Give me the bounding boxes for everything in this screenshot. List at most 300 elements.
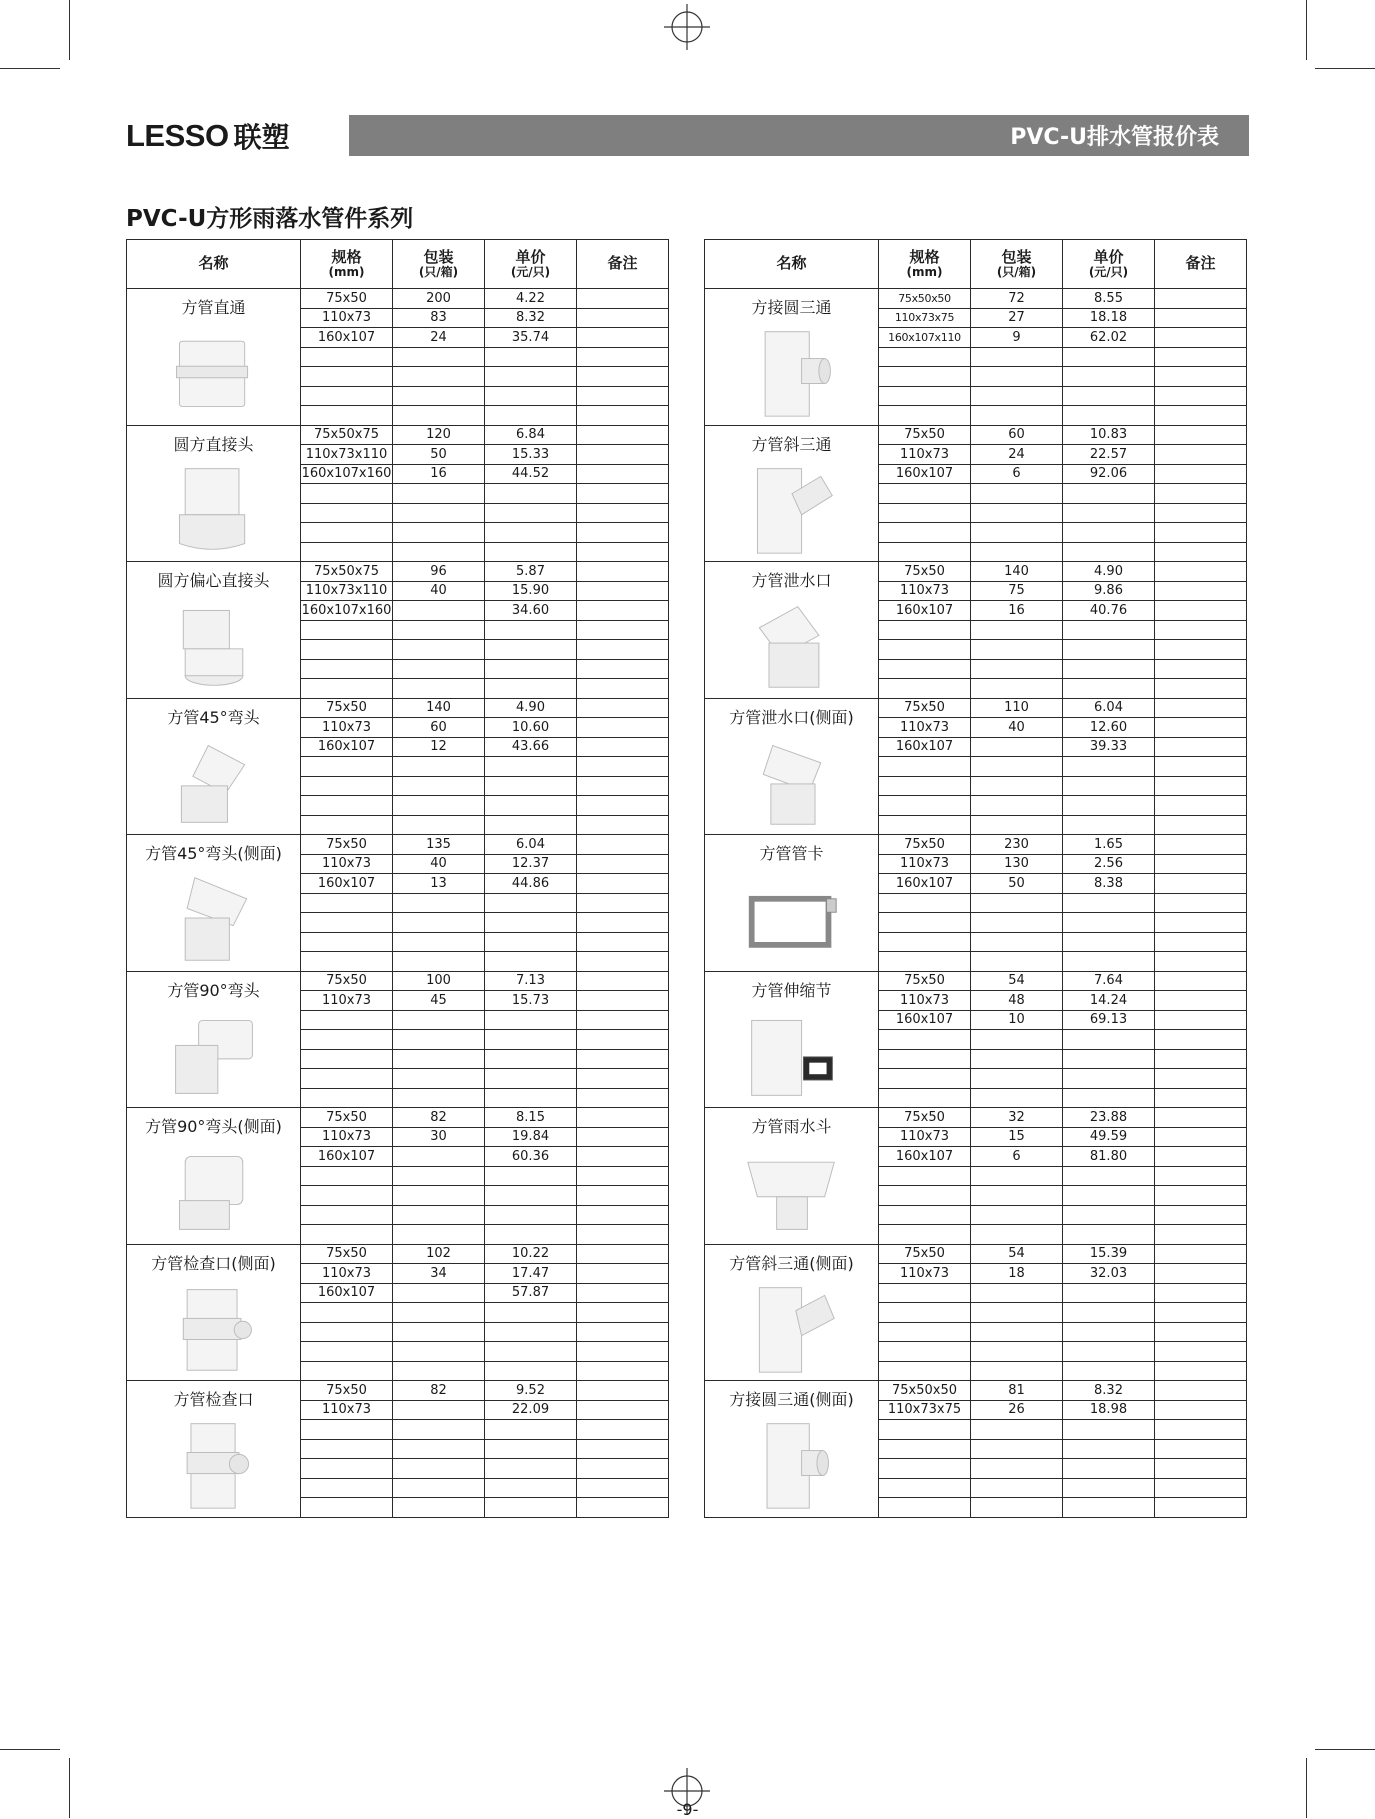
pack-cell bbox=[393, 1030, 485, 1050]
product-name: 方接圆三通 bbox=[751, 298, 832, 317]
product-cell bbox=[705, 289, 879, 426]
note-cell bbox=[1155, 1147, 1247, 1167]
note-cell bbox=[1155, 1361, 1247, 1381]
price-header-unit: (元/只) bbox=[510, 264, 551, 279]
spec-cell bbox=[301, 1069, 393, 1089]
pack-cell: 13 bbox=[393, 874, 485, 894]
pack-cell bbox=[971, 1303, 1063, 1323]
spec-cell bbox=[879, 1498, 971, 1518]
pack-cell bbox=[971, 1225, 1063, 1245]
note-cell bbox=[1155, 620, 1247, 640]
note-cell bbox=[1155, 1439, 1247, 1459]
note-cell bbox=[577, 737, 669, 757]
note-cell bbox=[1155, 991, 1247, 1011]
pack-cell: 140 bbox=[393, 698, 485, 718]
pack-cell bbox=[971, 406, 1063, 426]
note-cell bbox=[1155, 1459, 1247, 1479]
note-cell bbox=[1155, 542, 1247, 562]
price-cell bbox=[485, 1459, 577, 1479]
note-cell bbox=[577, 464, 669, 484]
note-cell bbox=[577, 640, 669, 660]
price-cell bbox=[1063, 913, 1155, 933]
pack-cell: 48 bbox=[971, 991, 1063, 1011]
spec-cell: 75x50x50 bbox=[879, 1381, 971, 1401]
elbow-45-icon bbox=[166, 732, 262, 832]
pack-cell bbox=[393, 1498, 485, 1518]
price-cell: 81.80 bbox=[1063, 1147, 1155, 1167]
elbow-45-side-icon bbox=[166, 868, 262, 968]
spec-cell bbox=[301, 386, 393, 406]
pack-cell bbox=[971, 542, 1063, 562]
spec-cell bbox=[301, 1166, 393, 1186]
price-cell bbox=[1063, 1283, 1155, 1303]
spec-cell: 75x50 bbox=[879, 425, 971, 445]
price-cell: 6.04 bbox=[485, 835, 577, 855]
pack-cell bbox=[971, 913, 1063, 933]
spec-cell bbox=[879, 679, 971, 699]
table-row bbox=[705, 1381, 1247, 1401]
spec-cell: 75x50x75 bbox=[301, 425, 393, 445]
price-cell: 19.84 bbox=[485, 1127, 577, 1147]
spec-cell bbox=[301, 757, 393, 777]
spec-cell: 160x107x110 bbox=[879, 328, 971, 348]
wye-tee-side-icon bbox=[744, 1278, 840, 1378]
spec-cell bbox=[879, 347, 971, 367]
spec-cell bbox=[879, 484, 971, 504]
price-cell bbox=[485, 1361, 577, 1381]
note-cell bbox=[1155, 1400, 1247, 1420]
price-cell: 39.33 bbox=[1063, 737, 1155, 757]
price-cell: 9.86 bbox=[1063, 581, 1155, 601]
price-cell bbox=[485, 406, 577, 426]
note-cell bbox=[577, 932, 669, 952]
pack-header-label: 包装 bbox=[1001, 247, 1032, 266]
pack-cell: 130 bbox=[971, 854, 1063, 874]
note-cell bbox=[1155, 289, 1247, 309]
price-cell bbox=[485, 679, 577, 699]
note-cell bbox=[577, 718, 669, 738]
note-cell bbox=[1155, 1322, 1247, 1342]
note-cell bbox=[577, 1108, 669, 1128]
note-cell bbox=[577, 1088, 669, 1108]
note-cell bbox=[1155, 367, 1247, 387]
price-cell bbox=[1063, 893, 1155, 913]
spec-cell bbox=[301, 640, 393, 660]
note-cell bbox=[577, 289, 669, 309]
note-cell bbox=[577, 1439, 669, 1459]
registration-mark-icon bbox=[664, 4, 710, 50]
spec-cell: 160x107 bbox=[301, 328, 393, 348]
pack-cell bbox=[393, 1283, 485, 1303]
note-cell bbox=[1155, 484, 1247, 504]
spec-cell bbox=[879, 386, 971, 406]
drain-outlet-side-icon bbox=[744, 732, 840, 832]
note-cell bbox=[1155, 679, 1247, 699]
note-cell bbox=[1155, 854, 1247, 874]
spec-cell bbox=[879, 659, 971, 679]
pack-cell: 82 bbox=[393, 1381, 485, 1401]
spec-cell bbox=[301, 893, 393, 913]
note-cell bbox=[1155, 1498, 1247, 1518]
spec-cell bbox=[879, 523, 971, 543]
pack-cell bbox=[971, 1186, 1063, 1206]
note-cell bbox=[577, 893, 669, 913]
pack-cell: 40 bbox=[393, 581, 485, 601]
price-cell bbox=[1063, 1420, 1155, 1440]
note-cell bbox=[1155, 328, 1247, 348]
spec-cell bbox=[879, 1049, 971, 1069]
table-row bbox=[705, 1108, 1247, 1128]
note-cell bbox=[577, 503, 669, 523]
pack-cell: 96 bbox=[393, 562, 485, 582]
note-cell bbox=[1155, 893, 1247, 913]
spec-cell bbox=[879, 1420, 971, 1440]
pack-cell bbox=[971, 1069, 1063, 1089]
table-row bbox=[127, 1381, 669, 1401]
spec-cell: 110x73 bbox=[301, 1127, 393, 1147]
note-cell bbox=[577, 1127, 669, 1147]
spec-cell bbox=[301, 1439, 393, 1459]
pack-cell bbox=[393, 484, 485, 504]
product-name: 圆方直接头 bbox=[173, 434, 254, 454]
price-cell bbox=[1063, 542, 1155, 562]
pack-cell: 60 bbox=[393, 718, 485, 738]
spec-cell: 75x50x50 bbox=[879, 289, 971, 309]
spec-cell: 160x107 bbox=[301, 1147, 393, 1167]
pack-cell bbox=[971, 659, 1063, 679]
pack-cell: 16 bbox=[971, 601, 1063, 621]
pack-cell bbox=[393, 1010, 485, 1030]
pack-cell bbox=[393, 1361, 485, 1381]
note-cell bbox=[577, 562, 669, 582]
pack-cell: 100 bbox=[393, 971, 485, 991]
spec-cell: 110x73 bbox=[879, 1264, 971, 1284]
product-name: 方管泄水口 bbox=[751, 571, 832, 590]
price-cell bbox=[1063, 796, 1155, 816]
product-name: 方管斜三通 bbox=[751, 434, 832, 454]
pack-header-label: 包装 bbox=[423, 247, 454, 266]
name-header bbox=[705, 240, 879, 289]
table-row bbox=[127, 289, 669, 309]
spec-cell bbox=[879, 542, 971, 562]
note-cell bbox=[1155, 1420, 1247, 1440]
spec-cell bbox=[301, 542, 393, 562]
price-cell bbox=[485, 757, 577, 777]
price-cell bbox=[1063, 1186, 1155, 1206]
price-cell bbox=[485, 523, 577, 543]
spec-cell bbox=[301, 1478, 393, 1498]
spec-cell bbox=[301, 776, 393, 796]
spec-header bbox=[879, 240, 971, 289]
pack-cell bbox=[971, 1439, 1063, 1459]
spec-cell bbox=[879, 1186, 971, 1206]
note-cell bbox=[1155, 581, 1247, 601]
table-row bbox=[705, 425, 1247, 445]
pack-cell: 50 bbox=[393, 445, 485, 465]
spec-cell bbox=[301, 1049, 393, 1069]
note-cell bbox=[577, 1381, 669, 1401]
price-cell bbox=[485, 659, 577, 679]
pack-cell: 135 bbox=[393, 835, 485, 855]
pack-cell: 27 bbox=[971, 308, 1063, 328]
price-cell: 12.60 bbox=[1063, 718, 1155, 738]
note-cell bbox=[1155, 640, 1247, 660]
note-cell bbox=[1155, 1030, 1247, 1050]
note-cell bbox=[577, 1010, 669, 1030]
note-cell bbox=[1155, 776, 1247, 796]
price-cell bbox=[485, 1342, 577, 1362]
pack-cell: 40 bbox=[971, 718, 1063, 738]
price-cell: 17.47 bbox=[485, 1264, 577, 1284]
spec-cell: 110x73 bbox=[879, 854, 971, 874]
note-cell bbox=[577, 796, 669, 816]
product-name: 方管雨水斗 bbox=[751, 1117, 832, 1136]
note-cell bbox=[1155, 932, 1247, 952]
pack-cell bbox=[971, 1049, 1063, 1069]
note-cell bbox=[1155, 1108, 1247, 1128]
product-cell bbox=[127, 835, 301, 972]
table-row bbox=[705, 835, 1247, 855]
note-cell bbox=[577, 1030, 669, 1050]
pack-cell: 16 bbox=[393, 464, 485, 484]
note-cell bbox=[1155, 698, 1247, 718]
pack-cell bbox=[393, 386, 485, 406]
spec-cell: 75x50 bbox=[301, 1381, 393, 1401]
crop-mark bbox=[0, 68, 60, 69]
price-cell bbox=[1063, 1088, 1155, 1108]
price-cell bbox=[1063, 1361, 1155, 1381]
note-cell bbox=[1155, 874, 1247, 894]
note-cell bbox=[577, 776, 669, 796]
price-cell: 9.52 bbox=[485, 1381, 577, 1401]
price-cell bbox=[485, 1439, 577, 1459]
spec-cell: 110x73 bbox=[879, 718, 971, 738]
note-header-label: 备注 bbox=[607, 254, 638, 273]
pack-cell bbox=[393, 952, 485, 972]
spec-cell bbox=[301, 1498, 393, 1518]
note-cell bbox=[1155, 952, 1247, 972]
product-name: 方管泄水口(侧面) bbox=[729, 707, 854, 727]
price-cell bbox=[1063, 367, 1155, 387]
spec-cell bbox=[879, 1069, 971, 1089]
spec-cell bbox=[301, 1225, 393, 1245]
pack-cell bbox=[971, 796, 1063, 816]
price-cell bbox=[485, 1088, 577, 1108]
header-row bbox=[705, 240, 1247, 289]
spec-cell: 75x50 bbox=[879, 698, 971, 718]
note-header-label: 备注 bbox=[1185, 254, 1216, 273]
note-cell bbox=[1155, 347, 1247, 367]
price-table-left bbox=[126, 239, 669, 1518]
pack-cell bbox=[971, 1088, 1063, 1108]
price-cell: 57.87 bbox=[485, 1283, 577, 1303]
price-cell bbox=[1063, 503, 1155, 523]
spec-cell: 160x107 bbox=[879, 601, 971, 621]
spec-cell bbox=[301, 679, 393, 699]
product-cell bbox=[127, 698, 301, 835]
price-cell: 8.38 bbox=[1063, 874, 1155, 894]
price-cell: 35.74 bbox=[485, 328, 577, 348]
price-cell bbox=[1063, 659, 1155, 679]
pack-cell bbox=[971, 815, 1063, 835]
header-bar bbox=[349, 115, 1249, 156]
note-cell bbox=[577, 445, 669, 465]
price-cell: 32.03 bbox=[1063, 1264, 1155, 1284]
note-cell bbox=[1155, 1127, 1247, 1147]
spec-cell: 110x73 bbox=[301, 1264, 393, 1284]
spec-cell: 75x50 bbox=[301, 1108, 393, 1128]
pack-cell bbox=[393, 1342, 485, 1362]
pack-cell: 230 bbox=[971, 835, 1063, 855]
price-cell bbox=[485, 1205, 577, 1225]
pack-cell bbox=[971, 1283, 1063, 1303]
pack-cell bbox=[971, 1342, 1063, 1362]
pack-cell bbox=[971, 347, 1063, 367]
pack-cell: 40 bbox=[393, 854, 485, 874]
price-cell bbox=[485, 1322, 577, 1342]
spec-cell bbox=[301, 1459, 393, 1479]
note-cell bbox=[577, 1186, 669, 1206]
note-cell bbox=[1155, 659, 1247, 679]
spec-cell: 75x50 bbox=[879, 971, 971, 991]
pack-cell bbox=[971, 484, 1063, 504]
note-cell bbox=[1155, 1478, 1247, 1498]
pack-cell: 6 bbox=[971, 1147, 1063, 1167]
pipe-clamp-icon bbox=[744, 868, 840, 968]
note-cell bbox=[577, 406, 669, 426]
spec-cell bbox=[879, 503, 971, 523]
pack-cell bbox=[393, 932, 485, 952]
pack-cell: 81 bbox=[971, 1381, 1063, 1401]
pack-cell: 6 bbox=[971, 464, 1063, 484]
note-cell bbox=[577, 1147, 669, 1167]
price-cell: 8.32 bbox=[485, 308, 577, 328]
price-header-label: 单价 bbox=[515, 247, 546, 266]
price-cell bbox=[1063, 1478, 1155, 1498]
note-cell bbox=[1155, 718, 1247, 738]
note-cell bbox=[577, 601, 669, 621]
spec-cell bbox=[301, 484, 393, 504]
pack-cell bbox=[971, 776, 1063, 796]
spec-header-unit: (mm) bbox=[906, 264, 943, 279]
price-cell bbox=[1063, 484, 1155, 504]
price-cell: 7.13 bbox=[485, 971, 577, 991]
price-cell bbox=[1063, 1303, 1155, 1323]
pack-cell: 82 bbox=[393, 1108, 485, 1128]
price-cell: 22.57 bbox=[1063, 445, 1155, 465]
table-row bbox=[127, 835, 669, 855]
pack-cell: 26 bbox=[971, 1400, 1063, 1420]
pack-cell: 102 bbox=[393, 1244, 485, 1264]
spec-cell: 110x73 bbox=[879, 445, 971, 465]
note-cell bbox=[577, 386, 669, 406]
spec-cell: 75x50 bbox=[301, 835, 393, 855]
price-cell: 22.09 bbox=[485, 1400, 577, 1420]
note-cell bbox=[577, 659, 669, 679]
spec-cell bbox=[301, 620, 393, 640]
pack-cell bbox=[393, 757, 485, 777]
price-cell: 23.88 bbox=[1063, 1108, 1155, 1128]
pack-cell bbox=[393, 503, 485, 523]
spec-cell bbox=[879, 406, 971, 426]
pack-cell bbox=[971, 620, 1063, 640]
note-cell bbox=[1155, 386, 1247, 406]
rain-hopper-icon bbox=[744, 1141, 840, 1241]
product-name: 方管斜三通(侧面) bbox=[729, 1253, 854, 1273]
price-cell: 15.73 bbox=[485, 991, 577, 1011]
spec-cell: 110x73 bbox=[879, 1127, 971, 1147]
table-row bbox=[127, 1244, 669, 1264]
table-row bbox=[127, 698, 669, 718]
note-cell bbox=[577, 1283, 669, 1303]
spec-cell bbox=[301, 1030, 393, 1050]
table-row bbox=[705, 698, 1247, 718]
price-table bbox=[704, 239, 1247, 1518]
product-cell bbox=[127, 1244, 301, 1381]
note-cell bbox=[577, 1459, 669, 1479]
pack-cell bbox=[393, 679, 485, 699]
price-cell bbox=[485, 542, 577, 562]
product-name: 圆方偏心直接头 bbox=[157, 571, 270, 590]
pack-cell bbox=[393, 406, 485, 426]
price-cell: 6.84 bbox=[485, 425, 577, 445]
product-name: 方管90°弯头 bbox=[167, 980, 260, 1000]
logo-text-en: LESSO bbox=[126, 118, 229, 153]
price-table-right bbox=[704, 239, 1247, 1518]
note-cell bbox=[1155, 796, 1247, 816]
note-cell bbox=[577, 698, 669, 718]
table-row bbox=[127, 1108, 669, 1128]
product-cell bbox=[127, 562, 301, 699]
note-cell bbox=[1155, 1303, 1247, 1323]
note-header bbox=[577, 240, 669, 289]
price-cell: 40.76 bbox=[1063, 601, 1155, 621]
note-cell bbox=[577, 1069, 669, 1089]
straight-coupling-icon bbox=[166, 322, 262, 422]
pack-cell bbox=[971, 1498, 1063, 1518]
note-cell bbox=[577, 991, 669, 1011]
price-cell bbox=[1063, 406, 1155, 426]
pack-cell bbox=[393, 1147, 485, 1167]
note-cell bbox=[1155, 308, 1247, 328]
note-cell bbox=[1155, 601, 1247, 621]
spec-cell bbox=[879, 1361, 971, 1381]
spec-cell bbox=[879, 1303, 971, 1323]
section-title: PVC-U方形雨落水管件系列 bbox=[126, 206, 414, 232]
price-header-unit: (元/只) bbox=[1088, 264, 1129, 279]
note-cell bbox=[1155, 737, 1247, 757]
pack-cell bbox=[971, 932, 1063, 952]
price-cell: 44.52 bbox=[485, 464, 577, 484]
product-name: 方管90°弯头(侧面) bbox=[145, 1117, 282, 1136]
pack-cell bbox=[971, 737, 1063, 757]
price-cell: 8.55 bbox=[1063, 289, 1155, 309]
product-cell bbox=[127, 425, 301, 562]
pack-cell: 12 bbox=[393, 737, 485, 757]
spec-cell bbox=[301, 1322, 393, 1342]
note-cell bbox=[1155, 1069, 1247, 1089]
spec-cell bbox=[879, 893, 971, 913]
note-cell bbox=[577, 1342, 669, 1362]
spec-cell: 75x50 bbox=[301, 971, 393, 991]
pack-cell bbox=[971, 893, 1063, 913]
crop-mark bbox=[1306, 0, 1307, 60]
product-cell bbox=[127, 1381, 301, 1518]
pack-cell bbox=[971, 1478, 1063, 1498]
spec-cell bbox=[879, 1459, 971, 1479]
pack-header bbox=[971, 240, 1063, 289]
note-cell bbox=[577, 679, 669, 699]
